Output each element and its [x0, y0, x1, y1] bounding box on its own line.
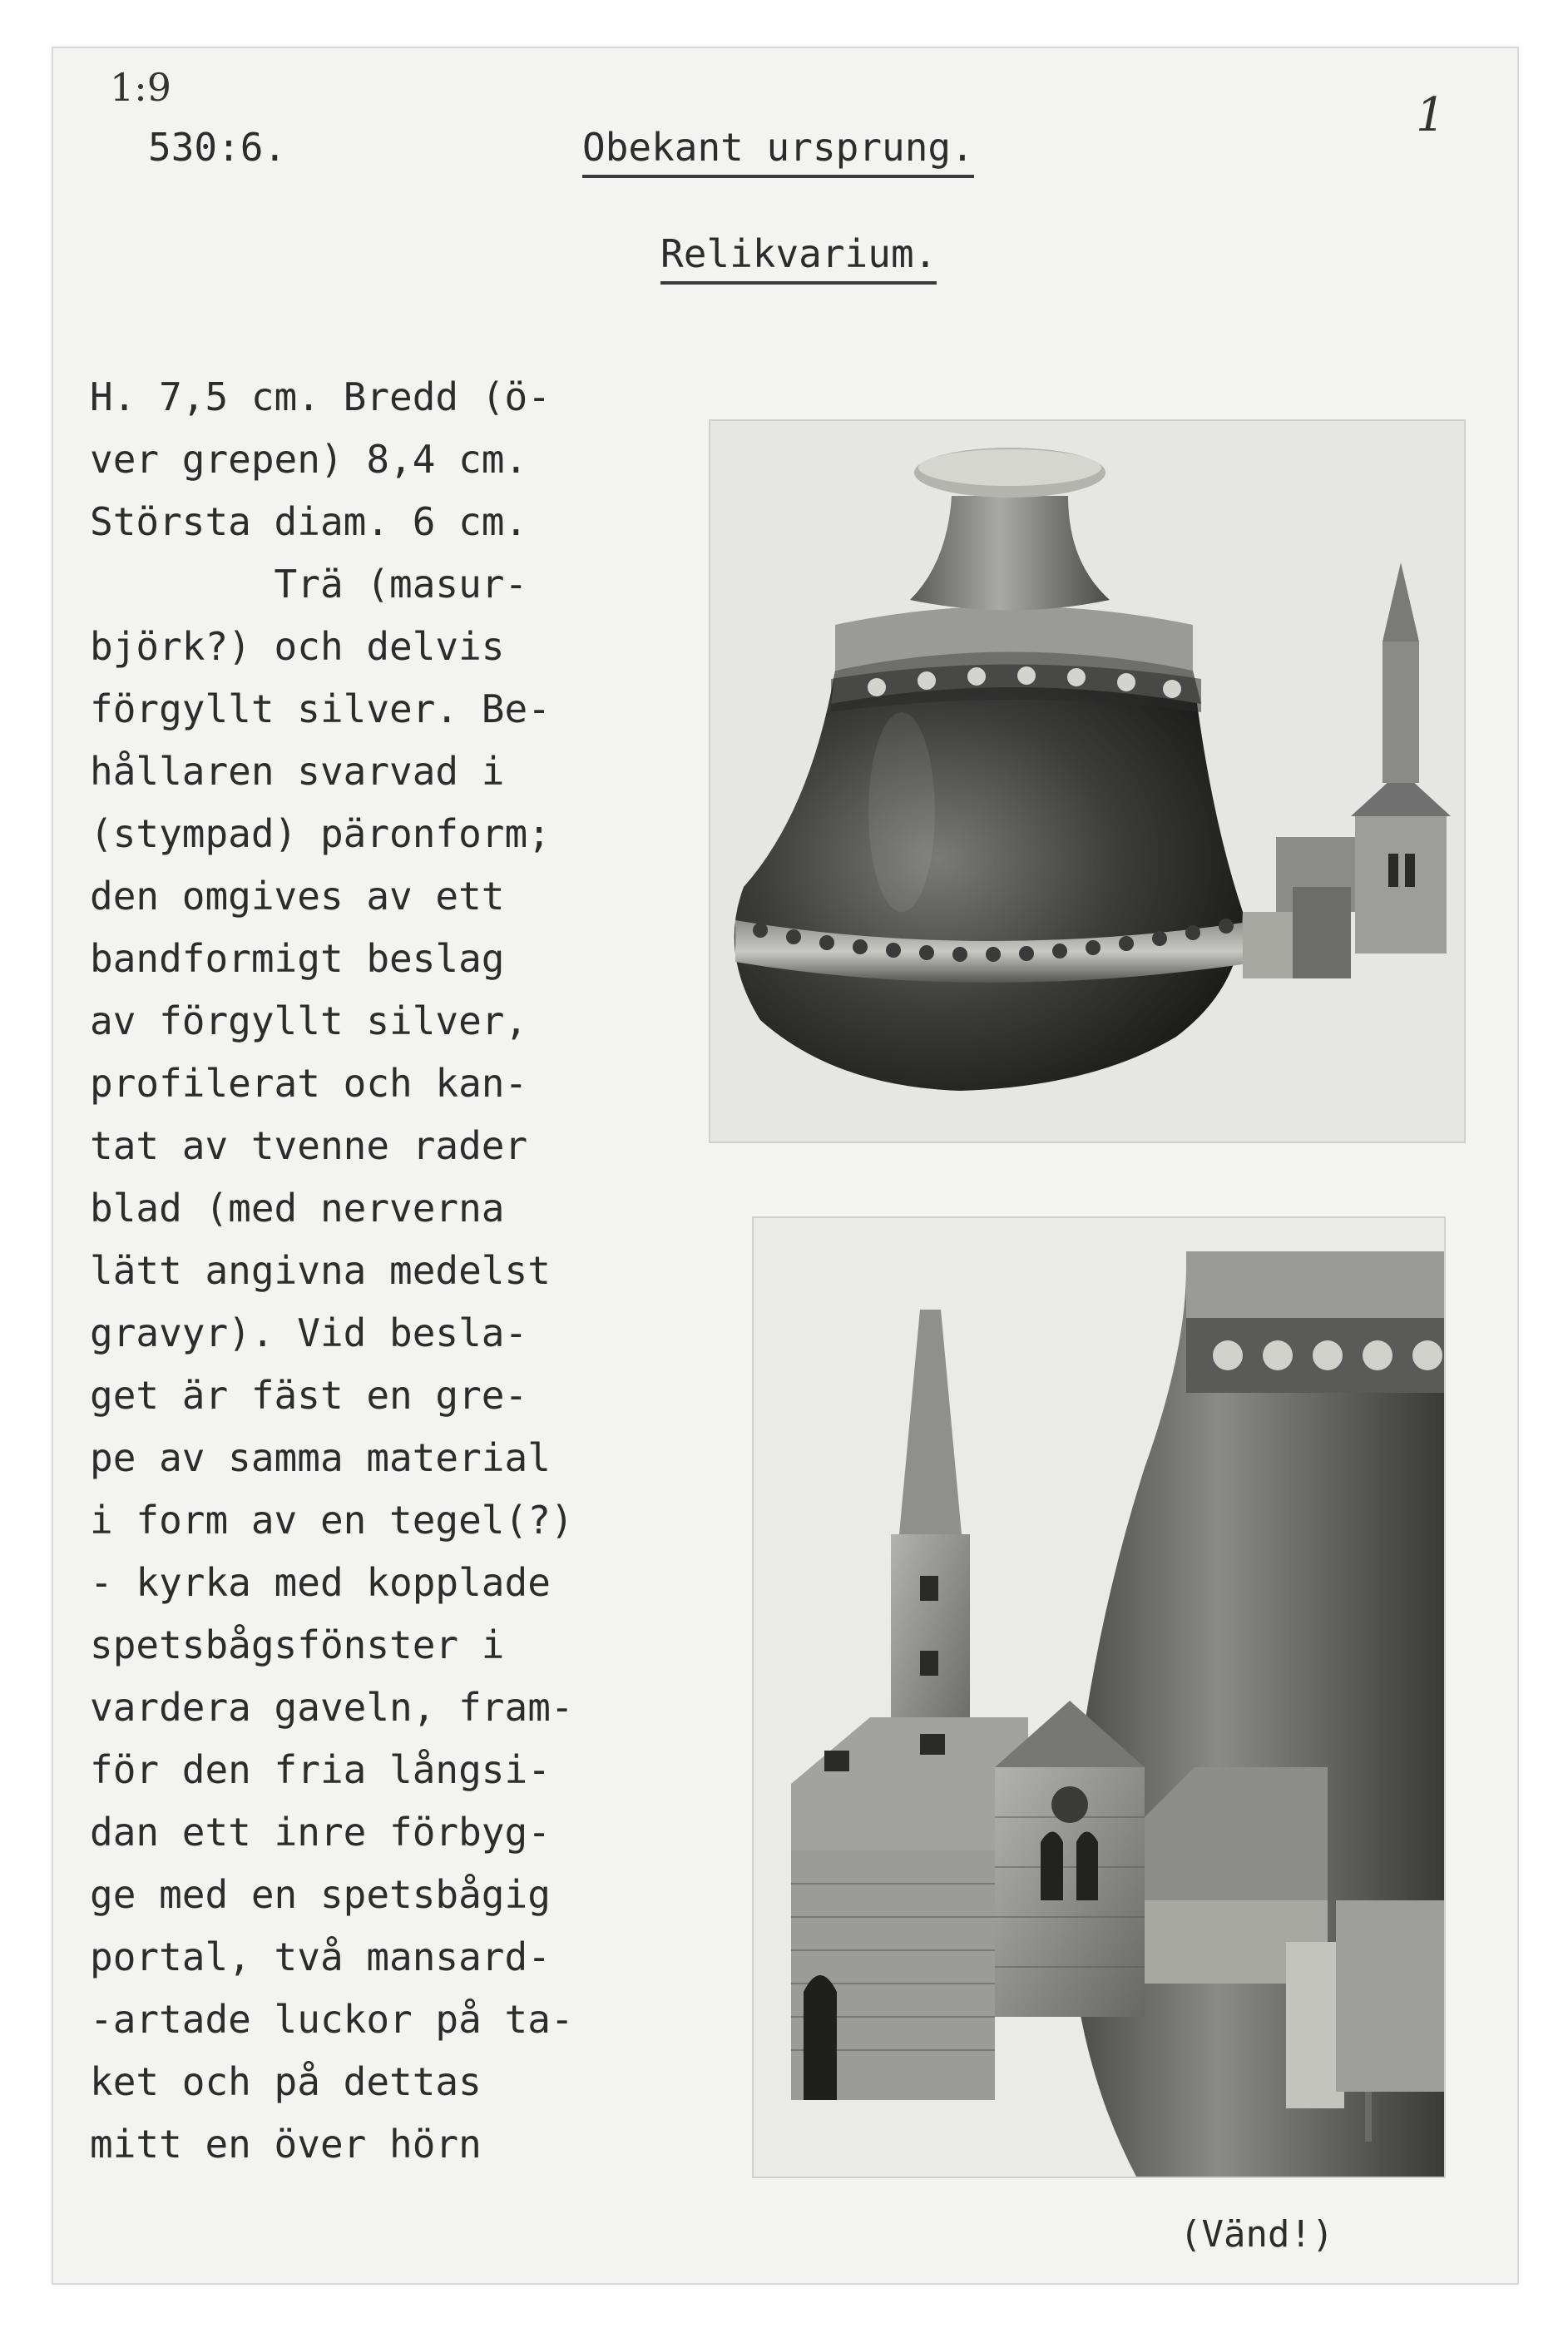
description-line: -artade luckor på ta- [90, 1997, 574, 2042]
description-line: den omgives av ett [90, 874, 505, 919]
inventory-number: 530:6. [148, 125, 287, 170]
description-line: i form av en tegel(?) [90, 1498, 574, 1543]
description-line: gravyr). Vid besla- [90, 1310, 528, 1355]
description-line: portal, två mansard- [90, 1934, 551, 1979]
description-line: dan ett inre förbyg- [90, 1810, 551, 1855]
description-line: bandformigt beslag [90, 936, 505, 981]
description-line: för den fria långsi- [90, 1747, 551, 1792]
description-line: av förgyllt silver, [90, 998, 528, 1043]
description-line: lätt angivna medelst [90, 1248, 551, 1293]
description-line: mitt en över hörn [90, 2122, 482, 2167]
description-line: förgyllt silver. Be- [90, 686, 551, 731]
corner-mark: 1:9 [110, 65, 172, 110]
description-line: pe av samma material [90, 1435, 551, 1480]
origin-heading: Obekant ursprung. [582, 125, 974, 178]
description-line: ver grepen) 8,4 cm. [90, 437, 528, 482]
description-line: hållaren svarvad i [90, 749, 505, 794]
page-number: 1 [1416, 88, 1446, 142]
description-line: Trä (masur- [90, 562, 528, 607]
church-handle-photo-icon [754, 1218, 1444, 2177]
description-line: spetsbågsfönster i [90, 1622, 505, 1667]
description-line: ge med en spetsbågig [90, 1872, 551, 1917]
description-line: Största diam. 6 cm. [90, 499, 528, 544]
description-line: vardera gaveln, fram- [90, 1685, 574, 1730]
description-text [90, 366, 705, 2176]
description-line: ket och på dettas [90, 2059, 482, 2104]
reliquary-photo-icon [710, 421, 1464, 1142]
description-line: - kyrka med kopplade [90, 1560, 551, 1605]
church-handle-photo [752, 1216, 1446, 2178]
reliquary-photo [709, 419, 1466, 1143]
description-line: profilerat och kan- [90, 1061, 528, 1106]
description-line: (stympad) päronform; [90, 811, 551, 856]
description-line: tat av tvenne rader [90, 1123, 528, 1168]
description-line: get är fäst en gre- [90, 1373, 528, 1418]
description-line: H. 7,5 cm. Bredd (ö- [90, 374, 551, 419]
object-type-heading: Relikvarium. [660, 231, 937, 285]
description-line: blad (med nerverna [90, 1186, 505, 1231]
description-line: björk?) och delvis [90, 624, 505, 669]
turn-note: (Vänd!) [1180, 2213, 1334, 2256]
